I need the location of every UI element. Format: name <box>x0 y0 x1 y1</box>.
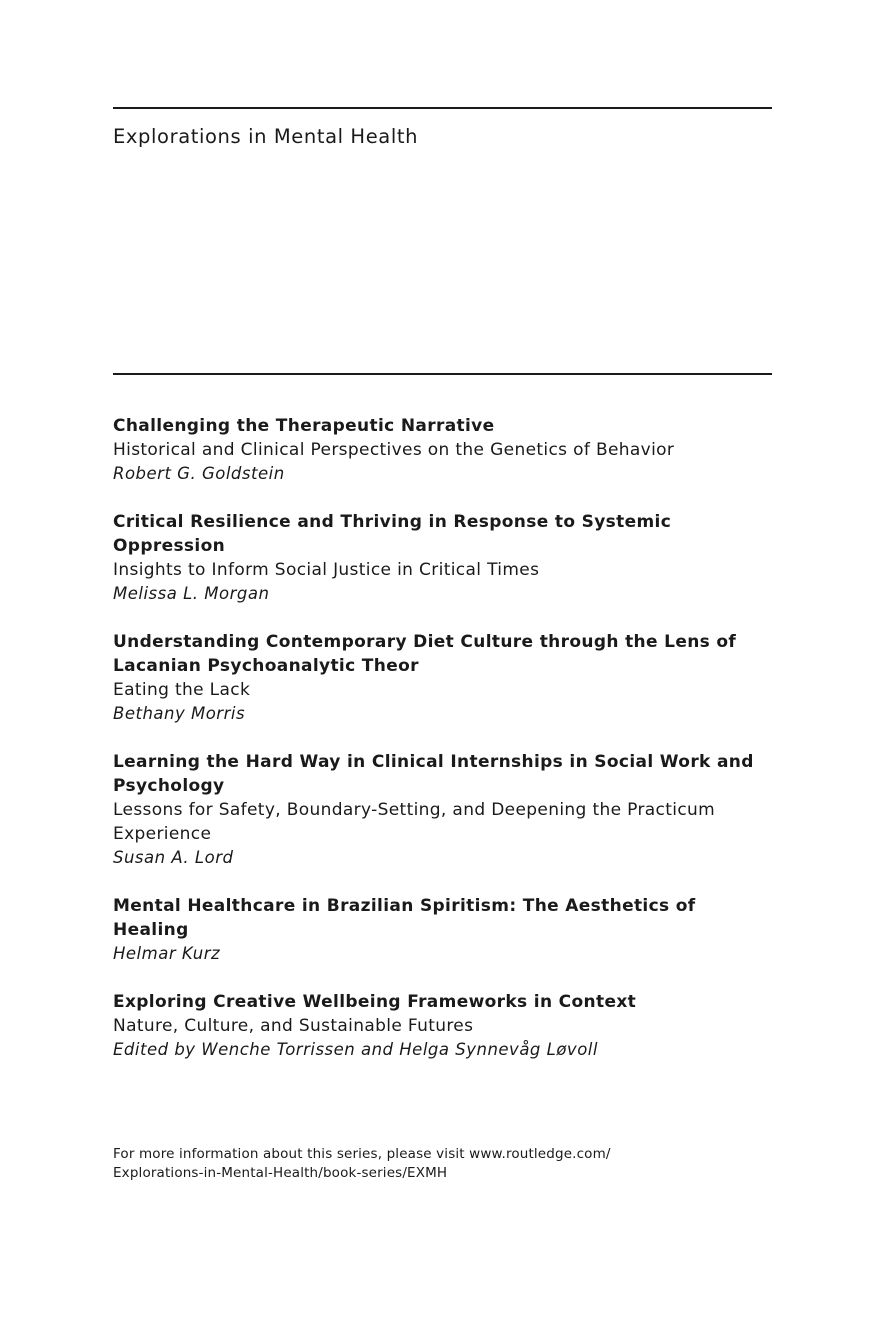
book-title: Mental Healthcare in Brazilian Spiritism: The Aesthetics of Healing <box>113 896 696 940</box>
book-entry-6 <box>113 990 763 1062</box>
book-entry-1 <box>113 414 763 486</box>
book-subtitle: Eating the Lack <box>113 680 251 700</box>
book-entry-4 <box>113 750 763 870</box>
book-list <box>113 414 763 1086</box>
book-title: Critical Resilience and Thriving in Response to Systemic Oppression <box>113 512 672 556</box>
book-subtitle: Lessons for Safety, Boundary-Setting, and Deepening the Practicum Experience <box>113 800 716 844</box>
book-author: Melissa L. Morgan <box>113 584 270 603</box>
series-info-note <box>113 1145 611 1183</box>
book-entry-2 <box>113 510 763 606</box>
series-info-line-2: Explorations-in-Mental-Health/book-series/EXMH <box>113 1165 448 1181</box>
book-author: Helmar Kurz <box>113 944 221 963</box>
book-title: Exploring Creative Wellbeing Frameworks in Context <box>113 992 637 1012</box>
book-subtitle: Nature, Culture, and Sustainable Futures <box>113 1016 474 1036</box>
book-author: Bethany Morris <box>113 704 246 723</box>
book-author: Edited by Wenche Torrissen and Helga Synnevåg Løvoll <box>113 1040 598 1059</box>
book-entry-5 <box>113 894 763 966</box>
series-info-line-1: For more information about this series, please visit www.routledge.com/ <box>113 1146 611 1162</box>
top-divider <box>113 107 772 109</box>
book-author: Susan A. Lord <box>113 848 234 867</box>
book-title: Learning the Hard Way in Clinical Internships in Social Work and Psychology <box>113 752 754 796</box>
book-subtitle: Historical and Clinical Perspectives on the Genetics of Behavior <box>113 440 675 460</box>
book-author: Robert G. Goldstein <box>113 464 285 483</box>
book-subtitle: Insights to Inform Social Justice in Critical Times <box>113 560 540 580</box>
book-title: Challenging the Therapeutic Narrative <box>113 416 495 436</box>
book-entry-3 <box>113 630 763 726</box>
bottom-divider <box>113 373 772 375</box>
series-title: Explorations in Mental Health <box>113 125 419 148</box>
book-title: Understanding Contemporary Diet Culture through the Lens of Lacanian Psychoanalytic Theor <box>113 632 737 676</box>
